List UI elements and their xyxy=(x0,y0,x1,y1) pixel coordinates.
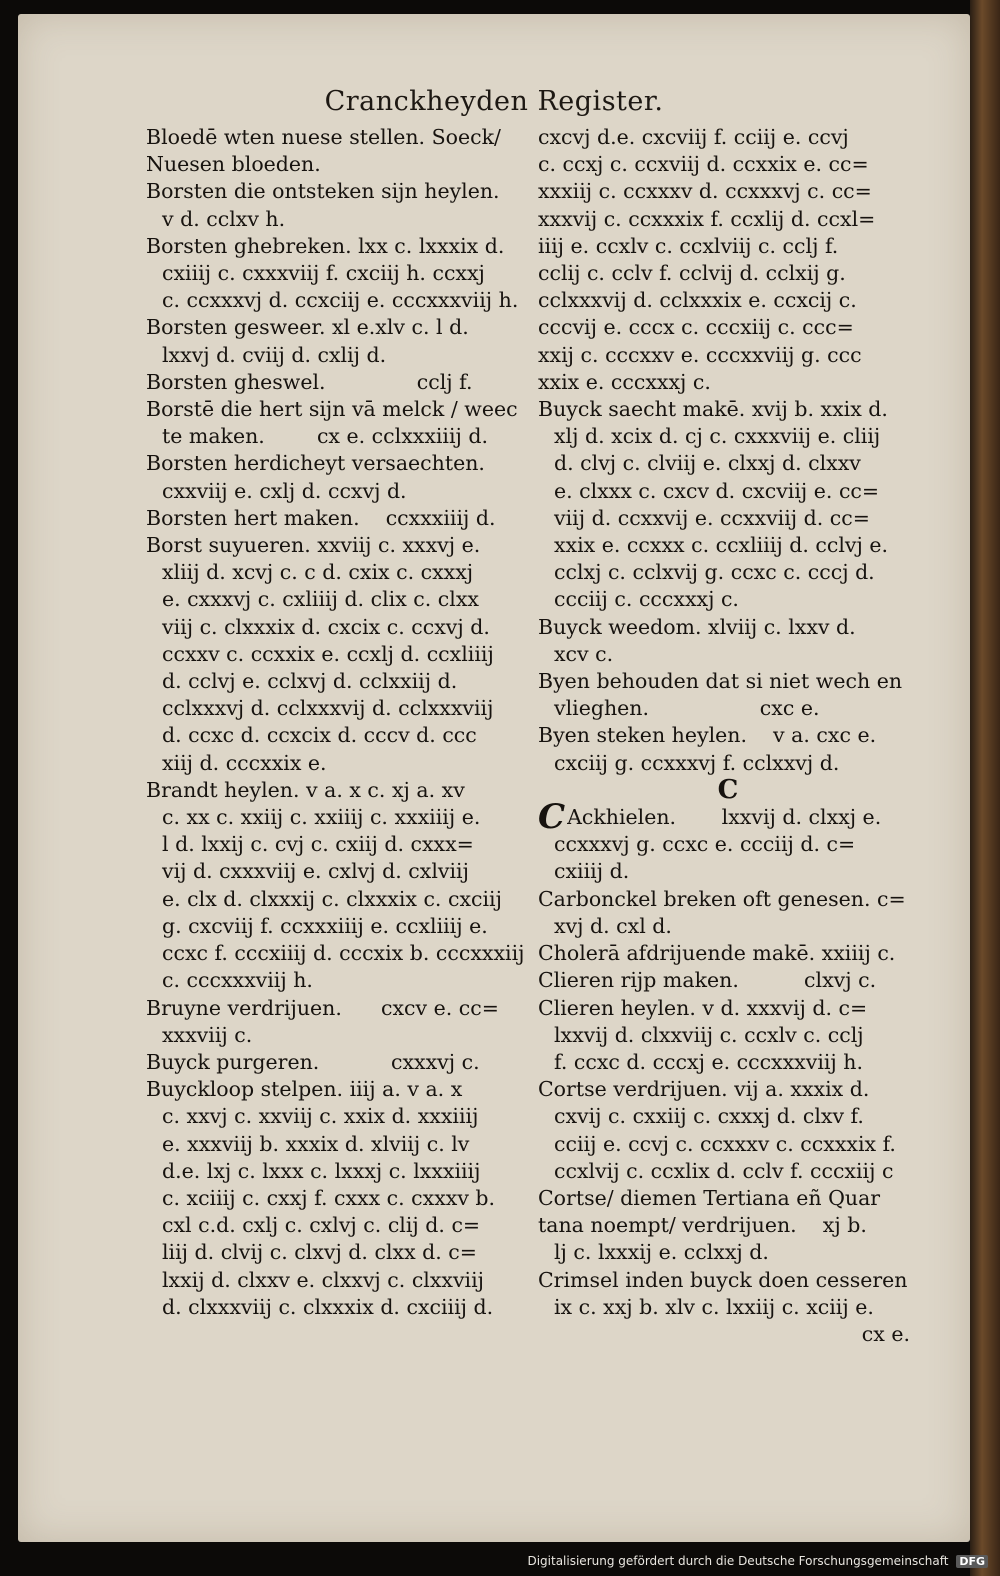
register-line: tana noempt/ verdrijuen. xj b. xyxy=(538,1213,867,1238)
register-line: cclij c. cclv f. cclvij d. cclxij g. xyxy=(538,261,846,286)
register-line: cclxj c. cclxvij g. ccxc c. cccj d. xyxy=(554,560,875,585)
register-line: c. xx c. xxiij c. xxiiij c. xxxiiij e. xyxy=(162,805,481,830)
register-line: Borsten die ontsteken sijn heylen. xyxy=(146,179,500,204)
register-line: liij d. clvij c. clxvj d. clxx d. c= xyxy=(162,1240,477,1265)
register-line: c. cccxxxviij h. xyxy=(162,968,313,993)
register-line: e. clx d. clxxxij c. clxxxix c. cxciij xyxy=(162,886,502,911)
register-line: f. ccxc d. cccxj e. cccxxxviij h. xyxy=(554,1049,864,1074)
register-line: Clieren heylen. v d. xxxvij d. c= xyxy=(538,995,868,1020)
register-line: g. cxcviij f. ccxxxiiij e. ccxliiij e. xyxy=(162,913,488,938)
register-line: d.e. lxj c. lxxx c. lxxxj c. lxxxiiij xyxy=(162,1158,481,1183)
register-line: Buyck purgeren. cxxxvj c. xyxy=(146,1049,480,1074)
register-line: ccciij c. cccxxxj c. xyxy=(554,587,739,612)
register-line: d. clvj c. clviij e. clxxj d. clxxv xyxy=(554,451,861,476)
register-line: Borstē die hert sijn vā melck / weec xyxy=(146,397,518,422)
register-line: cxvij c. cxxiij c. cxxxj d. clxv f. xyxy=(554,1104,864,1129)
footer-credit: Digitalisierung gefördert durch die Deutsche Forschungsgemeinschaft xyxy=(527,1554,949,1568)
section-letter: C xyxy=(717,774,739,805)
register-line: l d. lxxij c. cvj c. cxiij d. cxxx= xyxy=(162,832,474,857)
register-line: c. ccxxxvj d. ccxciij e. cccxxxviij h. xyxy=(162,288,519,313)
register-line: Clieren rijp maken. clxvj c. xyxy=(538,968,877,993)
register-line: cxciij g. ccxxxvj f. cclxxvj d. xyxy=(554,750,840,775)
register-line: te maken. cx e. cclxxxiiij d. xyxy=(162,424,489,449)
register-line: cxxviij e. cxlj d. ccxvj d. xyxy=(162,478,407,503)
register-line: xxix e. ccxxx c. ccxliiij d. cclvj e. xyxy=(554,533,888,558)
register-line: xlj d. xcix d. cj c. cxxxviij e. cliij xyxy=(554,424,881,449)
register-line: c. xxvj c. xxviij c. xxix d. xxxiiij xyxy=(162,1104,479,1129)
register-line: lj c. lxxxij e. cclxxj d. xyxy=(554,1240,769,1265)
register-line: cxiiij d. xyxy=(554,859,630,884)
register-line: Cortse/ diemen Tertiana eñ Quar xyxy=(538,1185,881,1210)
register-line: ccxxv c. ccxxix e. ccxlj d. ccxliiij xyxy=(162,641,494,666)
register-line: Borsten gesweer. xl e.xlv c. l d. xyxy=(146,315,469,340)
register-line: Bruyne verdrijuen. cxcv e. cc= xyxy=(146,995,499,1020)
register-line: xxij c. cccxxv e. cccxxviij g. ccc xyxy=(538,342,862,367)
register-line: xiij d. cccxxix e. xyxy=(162,750,327,775)
register-line: cclxxxvj d. cclxxxvij d. cclxxxviij xyxy=(162,696,494,721)
drop-initial: C xyxy=(538,797,566,838)
register-line: xxxviij c. xyxy=(162,1022,253,1047)
register-line: Borsten hert maken. ccxxxiiij d. xyxy=(146,505,496,530)
register-line: cccvij e. cccx c. cccxiij c. ccc= xyxy=(538,315,854,340)
register-line: d. ccxc d. ccxcix d. cccv d. ccc xyxy=(162,723,477,748)
register-line: Borsten gheswel. cclj f. xyxy=(146,369,473,394)
register-line: ix c. xxj b. xlv c. lxxiij c. xciij e. xyxy=(554,1294,874,1319)
register-line: e. clxxx c. cxcv d. cxcviij e. cc= xyxy=(554,478,880,503)
register-line-text: Ackhielen. lxxvij d. clxxj e. xyxy=(567,805,882,830)
register-line: vij d. cxxxviij e. cxlvj d. cxlviij xyxy=(162,859,469,884)
book-spine xyxy=(970,0,1000,1576)
register-line: cx e. xyxy=(861,1321,910,1346)
register-line: lxxij d. clxxv e. clxxvj c. clxxviij xyxy=(162,1267,485,1292)
register-line: Buyck weedom. xlviij c. lxxv d. xyxy=(538,614,856,639)
register-line: xliij d. xcvj c. c d. cxix c. cxxxj xyxy=(162,560,474,585)
register-line: cciij e. ccvj c. ccxxxv c. ccxxxix f. xyxy=(554,1131,896,1156)
register-line: cxcvj d.e. cxcviij f. cciij e. ccvj xyxy=(538,125,849,149)
register-line: Borsten ghebreken. lxx c. lxxxix d. xyxy=(146,233,505,258)
register-line: cxl c.d. cxlj c. cxlvj c. clij d. c= xyxy=(162,1213,481,1238)
register-line: cclxxxvij d. cclxxxix e. ccxcij c. xyxy=(538,288,857,313)
register-line: d. cclvj e. cclxvj d. cclxxiij d. xyxy=(162,669,458,694)
register-line: ccxc f. cccxiiij d. cccxix b. cccxxxiij xyxy=(162,941,525,966)
register-line: Borst suyueren. xxviij c. xxxvj e. xyxy=(146,533,481,558)
register-line: xvj d. cxl d. xyxy=(554,913,672,938)
register-line: Cortse verdrijuen. vij a. xxxix d. xyxy=(538,1077,870,1102)
register-line: Buyck saecht makē. xvij b. xxix d. xyxy=(538,397,888,422)
digitization-footer xyxy=(0,1554,1000,1568)
register-column-left xyxy=(146,124,536,1321)
register-line: Buyckloop stelpen. iiij a. v a. x xyxy=(146,1077,463,1102)
register-line: ccxlvij c. ccxlix d. cclv f. cccxiij c xyxy=(554,1158,894,1183)
register-line: cxiiij c. cxxxviij f. cxciij h. ccxxj xyxy=(162,261,485,286)
register-line: Byen behouden dat si niet wech en xyxy=(538,669,903,694)
register-line: Cholerā afdrijuende makē. xxiiij c. xyxy=(538,941,896,966)
register-line: e. cxxxvj c. cxliiij d. clix c. clxx xyxy=(162,587,479,612)
dfg-logo: DFG xyxy=(956,1555,988,1568)
register-line: Borsten herdicheyt versaechten. xyxy=(146,451,485,476)
register-line: xxxiij c. ccxxxv d. ccxxxvj c. cc= xyxy=(538,179,872,204)
register-line: Nuesen bloeden. xyxy=(146,152,321,177)
book-page xyxy=(18,14,970,1542)
register-line: xcv c. xyxy=(554,641,614,666)
register-line: lxxvj d. cviij d. cxlij d. xyxy=(162,342,387,367)
register-line: v d. cclxv h. xyxy=(162,206,286,231)
register-line: Bloedē wten nuese stellen. Soeck/ xyxy=(146,125,501,149)
register-column-right xyxy=(538,124,918,1348)
register-line: xxix e. cccxxxj c. xyxy=(538,369,711,394)
register-line: c. xciiij c. cxxj f. cxxx c. cxxxv b. xyxy=(162,1185,496,1210)
register-line: lxxvij d. clxxviij c. ccxlv c. cclj xyxy=(554,1022,864,1047)
register-line: Byen steken heylen. v a. cxc e. xyxy=(538,723,877,748)
register-line: e. xxxviij b. xxxix d. xlviij c. lv xyxy=(162,1131,470,1156)
register-line: xxxvij c. ccxxxix f. ccxlij d. ccxl= xyxy=(538,206,876,231)
register-line: d. clxxxviij c. clxxxix d. cxciiij d. xyxy=(162,1294,494,1319)
register-line: ccxxxvj g. ccxc e. ccciij d. c= xyxy=(554,832,856,857)
register-line: Brandt heylen. v a. x c. xj a. xv xyxy=(146,777,465,802)
register-line xyxy=(538,797,918,838)
page-heading: Cranckheyden Register. xyxy=(324,86,664,117)
register-line: Crimsel inden buyck doen cesseren xyxy=(538,1267,908,1292)
register-line: Carbonckel breken oft genesen. c= xyxy=(538,886,906,911)
register-line: viij d. ccxxvij e. ccxxviij d. cc= xyxy=(554,505,870,530)
register-line: iiij e. ccxlv c. ccxlviij c. cclj f. xyxy=(538,233,839,258)
register-line: vlieghen. cxc e. xyxy=(554,696,820,721)
register-line: viij c. clxxxix d. cxcix c. ccxvj d. xyxy=(162,614,490,639)
register-line: c. ccxj c. ccxviij d. ccxxix e. cc= xyxy=(538,152,869,177)
